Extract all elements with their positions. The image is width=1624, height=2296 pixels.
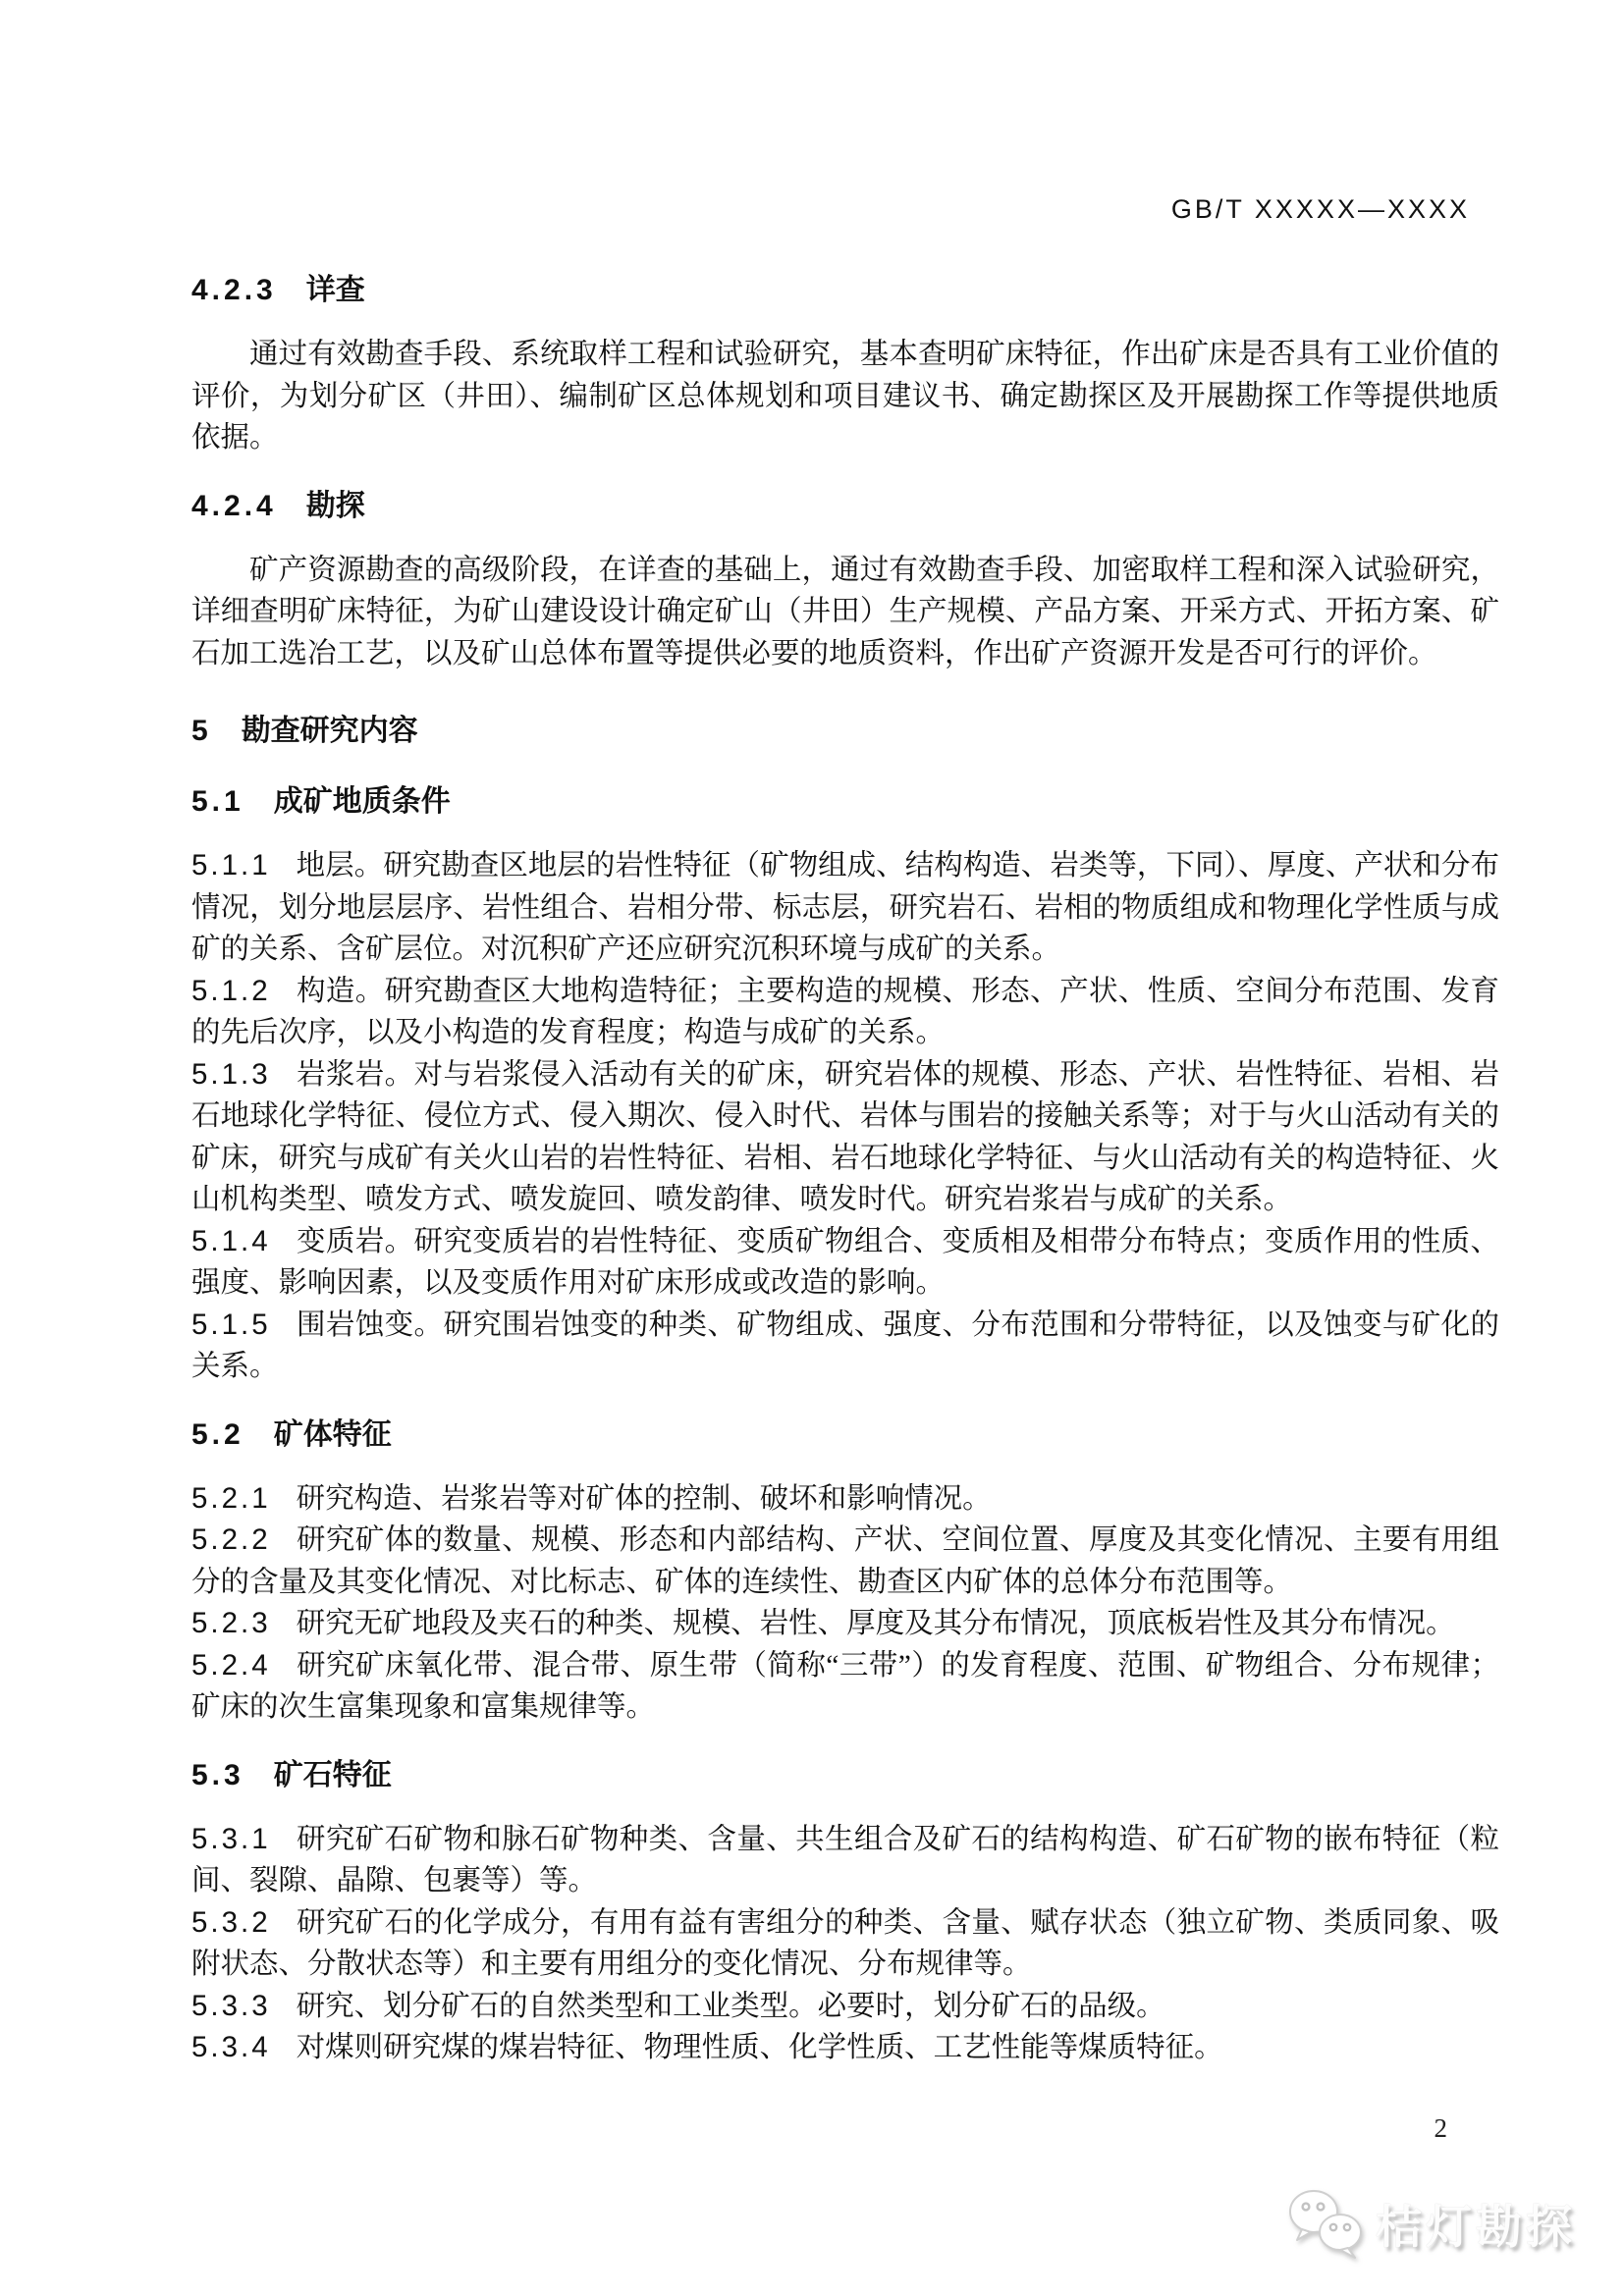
clause-5.1.1 bbox=[191, 845, 1499, 971]
clause-text: 构造。研究勘查区大地构造特征；主要构造的规模、形态、产状、性质、空间分布范围、发育的先后次序，以及小构造的发育程度；构造与成矿的关系。 bbox=[191, 975, 1499, 1048]
heading-title: 矿体特征 bbox=[273, 1417, 392, 1451]
clause-number: 5.1.5 bbox=[191, 1308, 271, 1341]
heading-title: 详查 bbox=[305, 274, 365, 306]
clause-5.1.2 bbox=[191, 971, 1499, 1054]
standard-code-header: GB/T XXXXX—XXXX bbox=[1170, 194, 1470, 224]
clause-5.2.4 bbox=[191, 1645, 1499, 1729]
clause-text: 变质岩。研究变质岩的岩性特征、变质矿物组合、变质相及相带分布特点；变质作用的性质、强度、影响因素，以及变质作用对矿床形成或改造的影响。 bbox=[191, 1225, 1499, 1299]
clause-5.3.4 bbox=[191, 2027, 1499, 2069]
clause-text: 围岩蚀变。研究围岩蚀变的种类、矿物组成、强度、分布范围和分带特征，以及蚀变与矿化的关系。 bbox=[191, 1308, 1499, 1382]
watermark bbox=[1287, 2187, 1576, 2260]
clause-text: 研究构造、岩浆岩等对矿体的控制、破坏和影响情况。 bbox=[296, 1482, 992, 1515]
clause-number: 5.3.3 bbox=[191, 1989, 271, 2022]
clause-text: 通过有效勘查手段、系统取样工程和试验研究，基本查明矿床特征，作出矿床是否具有工业价值的评价，为划分矿区（井田）、编制矿区总体规划和项目建议书、确定勘探区及开展勘探工作等提供地质依据。 bbox=[191, 339, 1499, 454]
heading-4.2.4 bbox=[191, 489, 1499, 524]
clause-number: 5.1.3 bbox=[191, 1057, 271, 1091]
heading-5.3 bbox=[191, 1758, 1499, 1793]
clause-text: 研究矿石矿物和脉石矿物种类、含量、共生组合及矿石的结构构造、矿石矿物的嵌布特征（粒间、裂隙、晶隙、包裹等）等。 bbox=[191, 1823, 1499, 1896]
clause-number: 5.1.2 bbox=[191, 974, 271, 1007]
clause-text: 研究矿床氧化带、混合带、原生带（简称“三带”）的发育程度、范围、矿物组合、分布规律；矿床的次生富集现象和富集规律等。 bbox=[191, 1649, 1500, 1723]
watermark-text: 桔灯勘探 bbox=[1376, 2200, 1576, 2253]
clause-text: 矿产资源勘查的高级阶段，在详查的基础上，通过有效勘查手段、加密取样工程和深入试验研究，详细查明矿床特征，为矿山建设设计确定矿山（井田）生产规模、产品方案、开采方式、开拓方案、矿石加工选冶工艺，以及矿山总体布置等提供必要的地质资料，作出矿产资源开发是否可行的评价。 bbox=[191, 554, 1499, 669]
clause-number: 5.2.4 bbox=[191, 1648, 271, 1682]
clause-number: 5.1.1 bbox=[191, 849, 271, 881]
page-number: 2 bbox=[1434, 2113, 1447, 2143]
heading-5.1 bbox=[191, 784, 1499, 820]
clause-text: 研究矿体的数量、规模、形态和内部结构、产状、空间位置、厚度及其变化情况、主要有用组分的含量及其变化情况、对比标志、矿体的连续性、勘查区内矿体的总体分布范围等。 bbox=[191, 1524, 1499, 1598]
clause-5.2.1 bbox=[191, 1478, 1499, 1521]
clause-number: 4.2.3 bbox=[191, 274, 277, 306]
heading-title: 矿石特征 bbox=[273, 1758, 392, 1791]
heading-5 bbox=[191, 714, 1499, 749]
clause-5.3.2 bbox=[191, 1902, 1499, 1986]
clause-number: 5.2 bbox=[191, 1417, 244, 1451]
clause-5.2.3 bbox=[191, 1603, 1499, 1645]
clause-number: 5.2.3 bbox=[191, 1607, 271, 1639]
heading-4.2.3 bbox=[191, 273, 1499, 308]
clause-number: 5.3.1 bbox=[191, 1822, 271, 1855]
clause-number: 5.1 bbox=[191, 785, 244, 818]
clause-text: 对煤则研究煤的煤岩特征、物理性质、化学性质、工艺性能等煤质特征。 bbox=[296, 2032, 1223, 2063]
clause-number: 5 bbox=[191, 715, 212, 747]
document-body bbox=[191, 226, 1499, 2069]
clause-number: 5.3.4 bbox=[191, 2031, 271, 2063]
clause-5.1.3 bbox=[191, 1054, 1499, 1221]
clause-number: 5.2.1 bbox=[191, 1481, 271, 1515]
clause-text: 岩浆岩。对与岩浆侵入活动有关的矿床，研究岩体的规模、形态、产状、岩性特征、岩相、岩石地球化学特征、侵位方式、侵入期次、侵入时代、岩体与围岩的接触关系等；对于与火山活动有关的矿床，研究与成矿有关火山岩的岩性特征、岩相、岩石地球化学特征、与火山活动有关的构造特征、火山机构类型、喷发方式、喷发旋回、喷发韵律、喷发时代。研究岩浆岩与成矿的关系。 bbox=[191, 1058, 1499, 1215]
clause-5.1.4 bbox=[191, 1221, 1499, 1305]
wechat-chat-bubbles-icon bbox=[1287, 2187, 1364, 2260]
clause-number: 5.3.2 bbox=[191, 1905, 271, 1939]
heading-title: 勘查研究内容 bbox=[241, 715, 418, 747]
clause-paragraph bbox=[191, 334, 1499, 459]
clause-number: 4.2.4 bbox=[191, 489, 277, 522]
clause-text: 研究无矿地段及夹石的种类、规模、岩性、厚度及其分布情况，顶底板岩性及其分布情况。 bbox=[296, 1608, 1455, 1639]
clause-5.2.2 bbox=[191, 1520, 1499, 1603]
clause-5.3.1 bbox=[191, 1819, 1499, 1902]
clause-number: 5.1.4 bbox=[191, 1224, 271, 1257]
clause-number: 5.3 bbox=[191, 1758, 244, 1791]
heading-title: 勘探 bbox=[305, 489, 365, 522]
clause-text: 研究矿石的化学成分，有用有益有害组分的种类、含量、赋存状态（独立矿物、类质同象、吸附状态、分散状态等）和主要有用组分的变化情况、分布规律等。 bbox=[191, 1906, 1499, 1980]
clause-number: 5.2.2 bbox=[191, 1523, 271, 1556]
clause-paragraph bbox=[191, 550, 1499, 675]
clause-5.3.3 bbox=[191, 1986, 1499, 2028]
clause-text: 地层。研究勘查区地层的岩性特征（矿物组成、结构构造、岩类等，下同）、厚度、产状和分布情况，划分地层层序、岩性组合、岩相分带、标志层，研究岩石、岩相的物质组成和物理化学性质与成矿的关系、含矿层位。对沉积矿产还应研究沉积环境与成矿的关系。 bbox=[191, 850, 1499, 965]
heading-title: 成矿地质条件 bbox=[273, 785, 451, 818]
heading-5.2 bbox=[191, 1417, 1499, 1453]
clause-5.1.5 bbox=[191, 1305, 1499, 1388]
clause-text: 研究、划分矿石的自然类型和工业类型。必要时，划分矿石的品级。 bbox=[296, 1990, 1165, 2022]
